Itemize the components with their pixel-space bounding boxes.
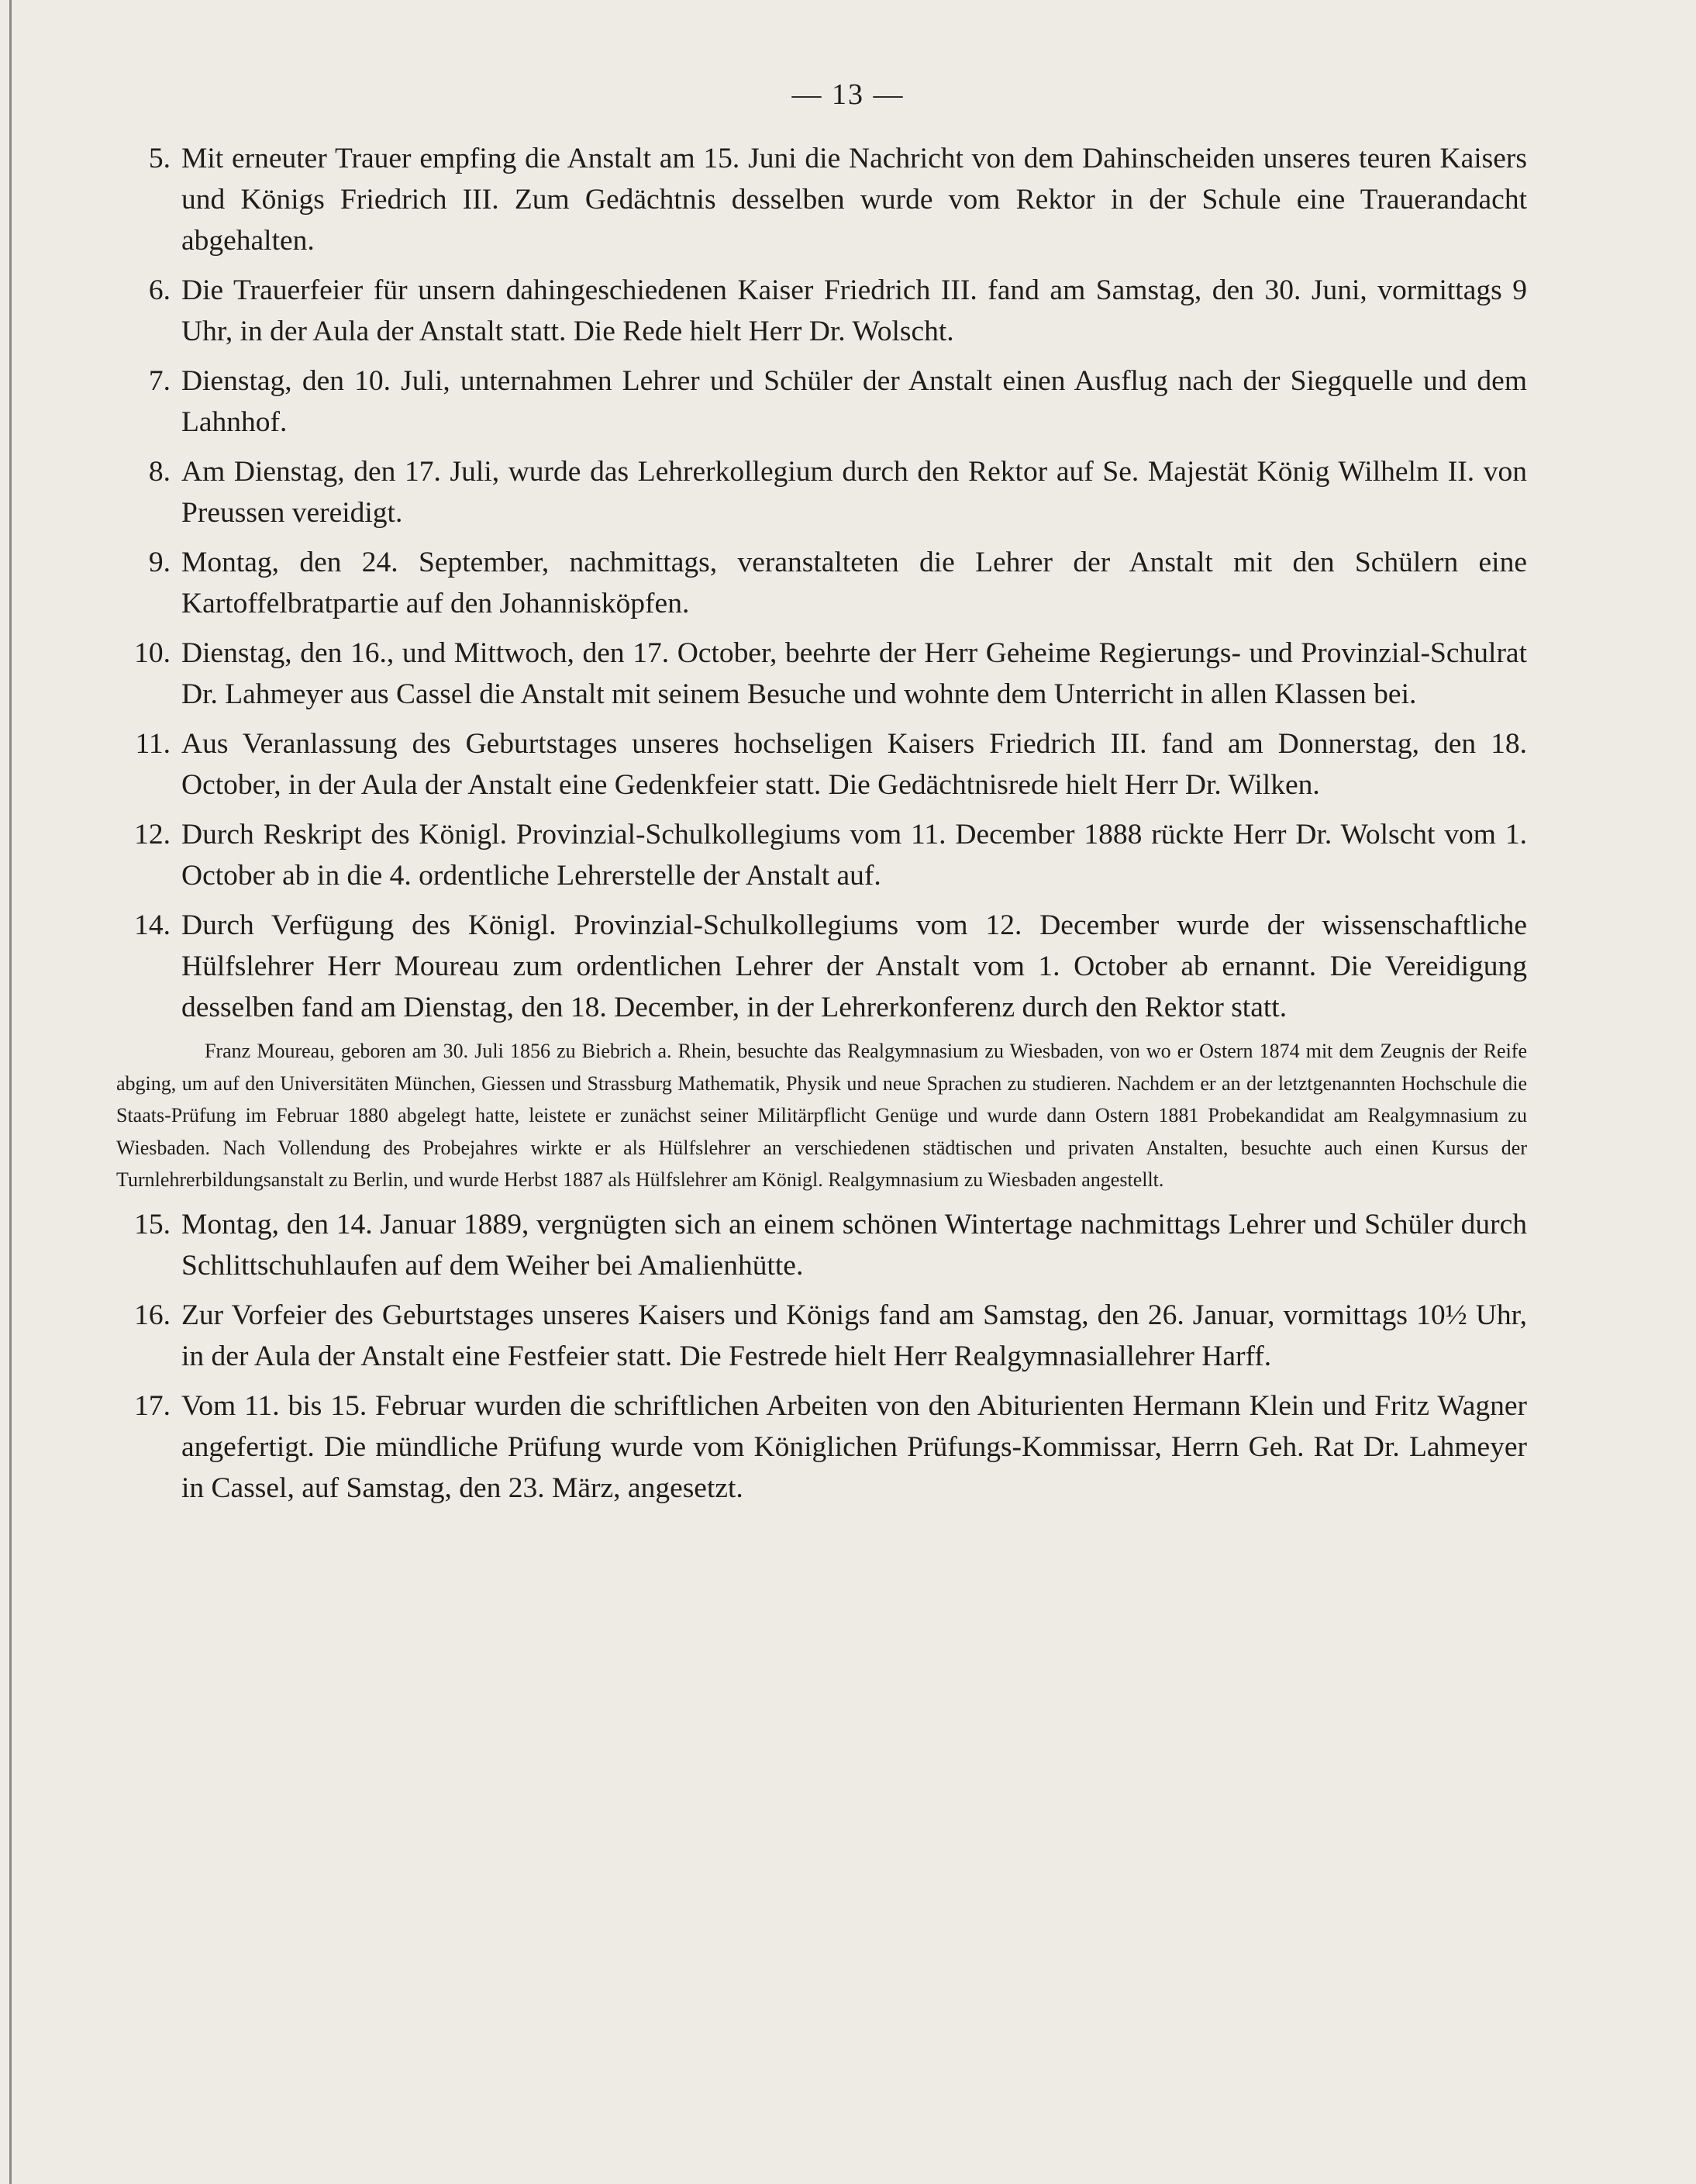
item-text: Dienstag, den 10. Juli, unternahmen Lehrer und Schüler der Anstalt einen Ausflug nach der Siegquelle und dem Lahnhof.: [181, 365, 1527, 438]
list-item: [116, 1204, 1527, 1286]
list-item: [116, 138, 1527, 261]
item-number: 11.: [135, 728, 171, 760]
item-number: 17.: [134, 1389, 171, 1422]
item-text: Durch Verfügung des Königl. Provinzial-Schulkollegiums vom 12. December wurde der wissenschaftliche Hülfslehrer Herr Moureau zum ordentlichen Lehrer der Anstalt vom 1. October ab ernannt. Die Vereidigung desselben fand am Dienstag, den 18. December, in der Lehrerkonferenz durch den Rektor statt.: [181, 909, 1527, 1023]
item-number: 10.: [134, 637, 171, 669]
item-text: Am Dienstag, den 17. Juli, wurde das Lehrerkollegium durch den Rektor auf Se. Majestät König Wilhelm II. von Preussen vereidigt.: [181, 456, 1527, 529]
list-item: [116, 1385, 1527, 1509]
list-item: [116, 542, 1527, 624]
list-item: [116, 723, 1527, 806]
item-text: Die Trauerfeier für unsern dahingeschiedenen Kaiser Friedrich III. fand am Samstag, den 30. Juni, vormittags 9 Uhr, in der Aula der Anstalt statt. Die Rede hielt Herr Dr. Wolscht.: [181, 274, 1527, 347]
item-number: 12.: [134, 819, 171, 850]
item-number: 9.: [148, 547, 171, 578]
item-number: 6.: [148, 274, 171, 306]
list-item: [116, 905, 1527, 1028]
item-text: Vom 11. bis 15. Februar wurden die schriftlichen Arbeiten von den Abiturienten Hermann Klein und Fritz Wagner angefertigt. Die mündliche Prüfung wurde vom Königlichen Prüfungs-Kommissar, Herrn Geh. Rat Dr. Lahmeyer in Cassel, auf Samstag, den 23. März, angesetzt.: [181, 1389, 1527, 1504]
item-number: 16.: [134, 1299, 171, 1331]
list-item: [116, 451, 1527, 533]
item-number: 15.: [134, 1208, 171, 1240]
item-number: 7.: [148, 365, 171, 397]
item-number: 8.: [148, 456, 171, 488]
list-item: [116, 361, 1527, 443]
item-text: Mit erneuter Trauer empfing die Anstalt am 15. Juni die Nachricht von dem Dahinscheiden unseres teuren Kaisers und Königs Friedrich III. Zum Gedächtnis desselben wurde vom Rektor in der Schule eine Trauerandacht abgehalten.: [181, 143, 1527, 257]
item-text: Durch Reskript des Königl. Provinzial-Schulkollegiums vom 11. December 1888 rückte Herr Dr. Wolscht vom 1. October ab in die 4. ordentliche Lehrerstelle der Anstalt auf.: [181, 819, 1527, 892]
item-number: 5.: [148, 143, 171, 174]
list-item: [116, 633, 1527, 715]
page-edge-line: [9, 0, 12, 2184]
item-text: Montag, den 24. September, nachmittags, veranstalteten die Lehrer der Anstalt mit den Schülern eine Kartoffelbratpartie auf den Johanniskӧpfen.: [181, 547, 1527, 619]
item-number: 14.: [134, 909, 171, 941]
biographical-footnote: Franz Moureau, geboren am 30. Juli 1856 zu Biebrich a. Rhein, besuchte das Realgymnasium zu Wiesbaden, von wo er Ostern 1874 mit dem Zeugnis der Reife abging, um auf den Universitäten München, Giessen und Strassburg Mathematik, Physik und neue Sprachen zu studieren. Nachdem er an der letztgenannten Hochschule die Staats-Prüfung im Februar 1880 abgelegt hatte, leistete er zunächst seiner Militärpflicht Genüge und wurde dann Ostern 1881 Probekandidat am Realgymnasium zu Wiesbaden. Nach Vollendung des Probejahres wirkte er als Hülfslehrer an verschiedenen städtischen und privaten Anstalten, besuchte auch einen Kursus der Turnlehrerbildungsanstalt zu Berlin, und wurde Herbst 1887 als Hülfslehrer am Königl. Realgymnasium zu Wiesbaden angestellt.: [116, 1040, 1527, 1191]
item-text: Dienstag, den 16., und Mittwoch, den 17. October, beehrte der Herr Geheime Regierungs- und Provinzial-Schulrat Dr. Lahmeyer aus Cassel die Anstalt mit seinem Besuche und wohnte dem Unterricht in allen Klassen bei.: [181, 637, 1527, 710]
document-body: [116, 138, 1527, 1517]
item-text: Zur Vorfeier des Geburtstages unseres Kaisers und Königs fand am Samstag, den 26. Januar, vormittags 10½ Uhr, in der Aula der Anstalt eine Festfeier statt. Die Festrede hielt Herr Realgymnasiallehrer Harff.: [181, 1299, 1527, 1372]
list-item: [116, 814, 1527, 896]
item-text: Montag, den 14. Januar 1889, vergnügten sich an einem schönen Wintertage nachmittags Lehrer und Schüler durch Schlittschuhlaufen auf dem Weiher bei Amalienhütte.: [181, 1208, 1527, 1282]
list-item: [116, 270, 1527, 352]
page-number: — 13 —: [791, 78, 905, 111]
list-item: [116, 1295, 1527, 1377]
item-text: Aus Veranlassung des Geburtstages unseres hochseligen Kaisers Friedrich III. fand am Donnerstag, den 18. October, in der Aula der Anstalt eine Gedenkfeier statt. Die Gedächtnisrede hielt Herr Dr. Wilken.: [181, 728, 1527, 801]
